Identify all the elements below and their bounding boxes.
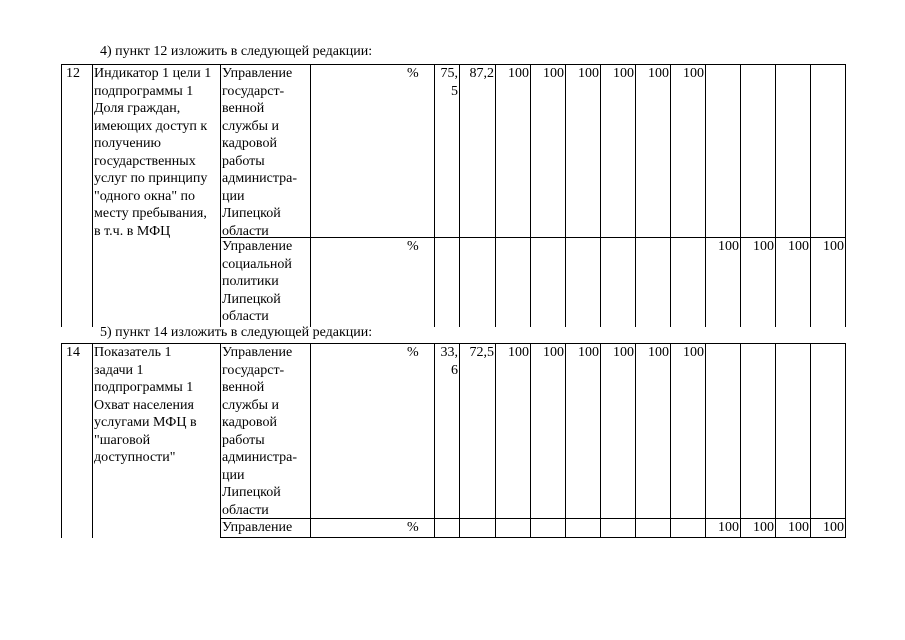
value-cell: 87,2 <box>469 66 494 81</box>
amendment-heading-item-14: 5) пункт 14 изложить в следующей редакции: <box>100 325 373 340</box>
value-cell: 100 <box>683 66 704 81</box>
value-cell: 100 <box>718 520 739 535</box>
column-divider <box>600 64 601 327</box>
text-line: имеющих доступ к <box>94 118 208 134</box>
text-line: Липецкой <box>222 485 281 500</box>
text-line: области <box>222 309 269 324</box>
indicator-name <box>94 344 197 467</box>
column-divider <box>495 64 496 327</box>
column-divider <box>740 343 741 538</box>
unit-cell: % <box>407 345 419 360</box>
column-divider <box>565 64 566 327</box>
text-line: кадровой <box>222 136 277 151</box>
text-line: службы и <box>222 397 280 413</box>
column-divider <box>810 343 811 538</box>
value-part: 75, <box>440 66 458 81</box>
table-left-border <box>61 343 62 538</box>
value-cell: 100 <box>788 520 809 535</box>
column-divider <box>310 64 311 327</box>
column-divider <box>92 64 93 327</box>
value-part: 33, <box>440 345 458 360</box>
text-line: службы и <box>222 118 280 134</box>
text-line: венной <box>222 380 265 395</box>
text-line: "одного окна" по <box>94 188 196 204</box>
value-cell: 100 <box>578 66 599 81</box>
column-divider <box>459 343 460 538</box>
column-divider <box>670 64 671 327</box>
column-divider <box>775 64 776 327</box>
value-cell: 100 <box>613 345 634 360</box>
column-divider <box>565 343 566 538</box>
value-cell: 100 <box>648 66 669 81</box>
value-cell: 100 <box>823 520 844 535</box>
text-line: услугами МФЦ в <box>94 415 197 430</box>
value-cell: 100 <box>823 239 844 254</box>
column-divider <box>635 64 636 327</box>
text-line: венной <box>222 101 265 116</box>
table-bottom-border <box>220 537 845 538</box>
row-number: 12 <box>66 66 80 81</box>
value-cell: 72,5 <box>469 345 494 360</box>
value-cell: 100 <box>718 239 739 254</box>
column-divider <box>220 64 221 327</box>
text-line: администра- <box>222 171 298 186</box>
text-line: работы <box>222 153 265 169</box>
amendment-heading-item-12: 4) пункт 12 изложить в следующей редакции: <box>100 44 373 59</box>
value-cell: 100 <box>683 345 704 360</box>
text-line: государст- <box>222 83 285 99</box>
text-line: доступности" <box>94 450 176 465</box>
text-line: подпрограммы 1 <box>94 83 194 99</box>
indicator-table-row-14 <box>0 343 905 538</box>
value-cell: 100 <box>543 66 564 81</box>
text-line: ции <box>222 467 245 483</box>
text-line: Липецкой <box>222 291 281 307</box>
executor-name <box>222 344 297 519</box>
text-line: области <box>222 502 269 518</box>
text-line: "шаговой <box>94 432 151 448</box>
text-line: области <box>222 223 269 239</box>
executor-name <box>222 238 292 326</box>
value-cell: 100 <box>753 239 774 254</box>
indicator-table-row-12 <box>0 64 905 327</box>
text-line: Управление <box>222 345 293 360</box>
unit-cell: % <box>407 66 419 81</box>
text-line: услуг по принципу <box>94 171 208 186</box>
value-cell: 100 <box>508 66 529 81</box>
text-line: в т.ч. в МФЦ <box>94 223 171 239</box>
column-divider <box>459 64 460 327</box>
text-line: Доля граждан, <box>94 101 181 116</box>
text-line: социальной <box>222 256 292 272</box>
indicator-name <box>94 65 211 240</box>
text-line: администра- <box>222 450 298 465</box>
value-part: 6 <box>451 362 458 378</box>
value-cell: 100 <box>753 520 774 535</box>
column-divider <box>310 343 311 538</box>
column-divider <box>434 64 435 327</box>
column-divider <box>810 64 811 327</box>
text-line: политики <box>222 274 279 289</box>
column-divider <box>705 343 706 538</box>
text-line: Индикатор 1 цели 1 <box>94 66 212 81</box>
value-cell: 100 <box>578 345 599 360</box>
column-divider <box>705 64 706 327</box>
text-line: государственных <box>94 153 196 169</box>
text-line: Показатель 1 <box>94 345 172 360</box>
column-divider <box>600 343 601 538</box>
value-cell: 100 <box>543 345 564 360</box>
text-line: задачи 1 <box>94 362 144 378</box>
executor-name <box>222 65 297 240</box>
table-right-border <box>845 64 846 327</box>
value-cell: 100 <box>648 345 669 360</box>
column-divider <box>92 343 93 538</box>
text-line: государст- <box>222 362 285 378</box>
value-part: 5 <box>451 83 458 99</box>
table-right-border <box>845 343 846 538</box>
value-cell: 100 <box>613 66 634 81</box>
column-divider <box>740 64 741 327</box>
column-divider <box>635 343 636 538</box>
value-cell: 100 <box>508 345 529 360</box>
value-cell <box>436 344 458 379</box>
table-left-border <box>61 64 62 327</box>
column-divider <box>434 343 435 538</box>
text-line: Управление <box>222 520 293 535</box>
column-divider <box>775 343 776 538</box>
value-cell <box>436 65 458 100</box>
unit-cell: % <box>407 520 419 535</box>
value-cell: 100 <box>788 239 809 254</box>
unit-cell: % <box>407 239 419 254</box>
column-divider <box>530 64 531 327</box>
text-line: подпрограммы 1 <box>94 380 194 395</box>
column-divider <box>220 343 221 538</box>
column-divider <box>670 343 671 538</box>
column-divider <box>530 343 531 538</box>
executor-name <box>222 519 292 537</box>
row-number: 14 <box>66 345 80 360</box>
text-line: Управление <box>222 66 293 81</box>
text-line: Управление <box>222 239 293 254</box>
text-line: ции <box>222 188 245 204</box>
text-line: работы <box>222 432 265 448</box>
column-divider <box>495 343 496 538</box>
text-line: получению <box>94 136 161 151</box>
text-line: месту пребывания, <box>94 206 207 221</box>
text-line: Охват населения <box>94 397 194 413</box>
text-line: Липецкой <box>222 206 281 221</box>
text-line: кадровой <box>222 415 277 430</box>
